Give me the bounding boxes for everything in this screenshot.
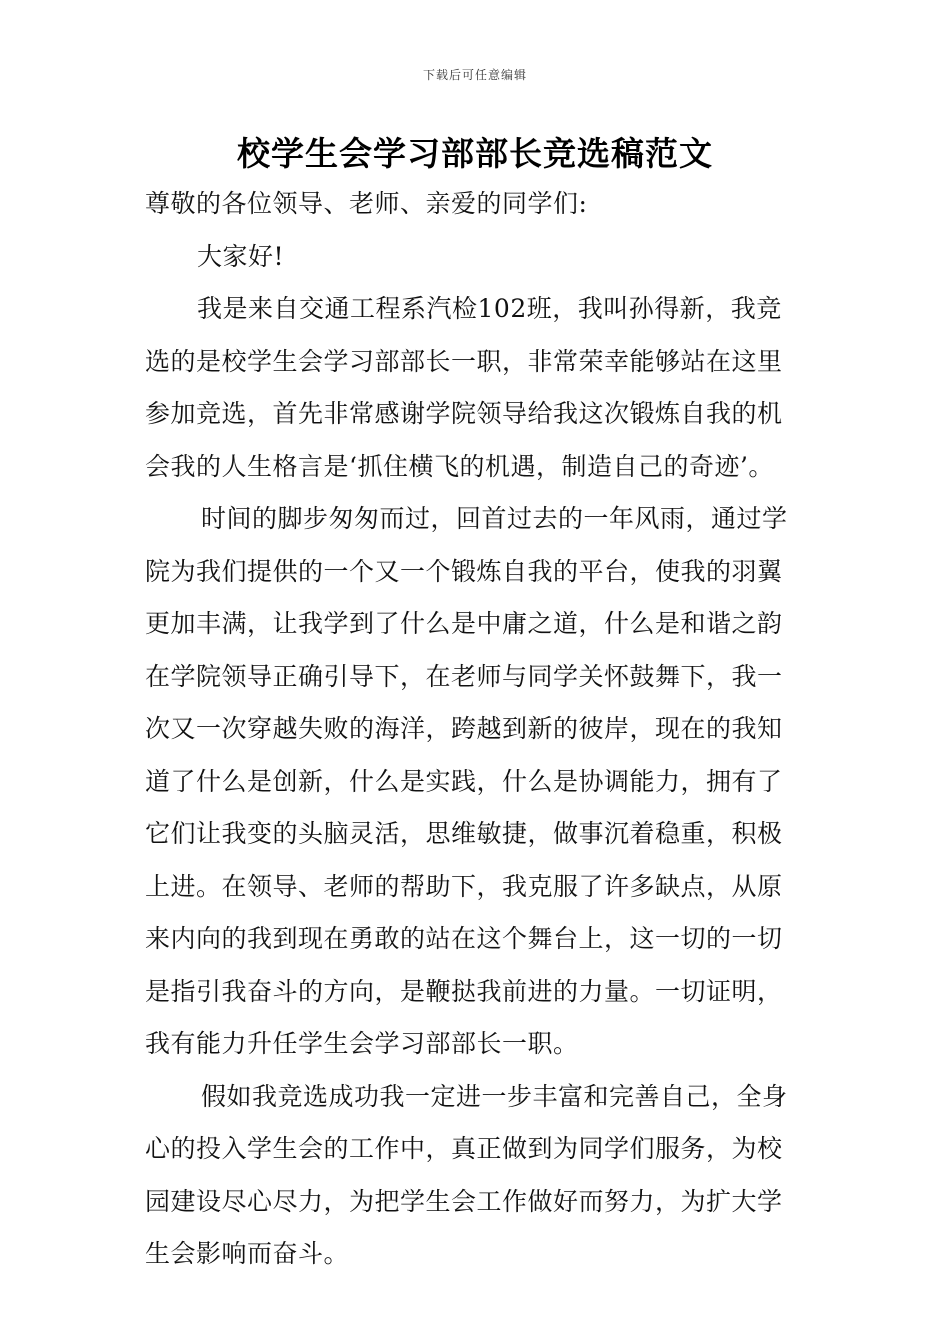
greeting-paragraph: 大家好! xyxy=(197,241,285,271)
document-body xyxy=(145,178,807,1281)
header-note: 下载后可任意编辑 xyxy=(422,68,527,82)
document-title: 校学生会学习部部长竞选稿范文 xyxy=(237,134,713,173)
body-paragraph-1: 我是来自交通工程系汽检102班，我叫孙得新，我竞选的是校学生会学习部部长一职，非常荣幸能够站在这里参加竞选，首先非常感谢学院领导给我这次锻炼自我的机会我的人生格言是‘抓住横飞的机遇，制造自己的奇迹’。 xyxy=(145,294,783,481)
salutation-paragraph: 尊敬的各位领导、老师、亲爱的同学们: xyxy=(145,189,588,218)
body-paragraph-3: 假如我竞选成功我一定进一步丰富和完善自己，全身心的投入学生会的工作中，真正做到为同学们服务，为校园建设尽心尽力，为把学生会工作做好而努力，为扩大学生会影响而奋斗。 xyxy=(145,1081,788,1268)
body-paragraph-2: 时间的脚步匆匆而过，回首过去的一年风雨，通过学院为我们提供的一个又一个锻炼自我的平台，使我的羽翼更加丰满，让我学到了什么是中庸之道，什么是和谐之韵在学院领导正确引导下，在老师与同学关怀鼓舞下，我一次又一次穿越失败的海洋，跨越到新的彼岸，现在的我知道了什么是创新，什么是实践，什么是协调能力，拥有了它们让我变的头脑灵活，思维敏捷，做事沉着稳重，积极上进。在领导、老师的帮助下，我克服了许多缺点，从原来内向的我到现在勇敢的站在这个舞台上，这一切的一切是指引我奋斗的方向，是鞭挞我前进的力量。一切证明，我有能力升任学生会学习部部长一职。 xyxy=(145,504,788,1058)
